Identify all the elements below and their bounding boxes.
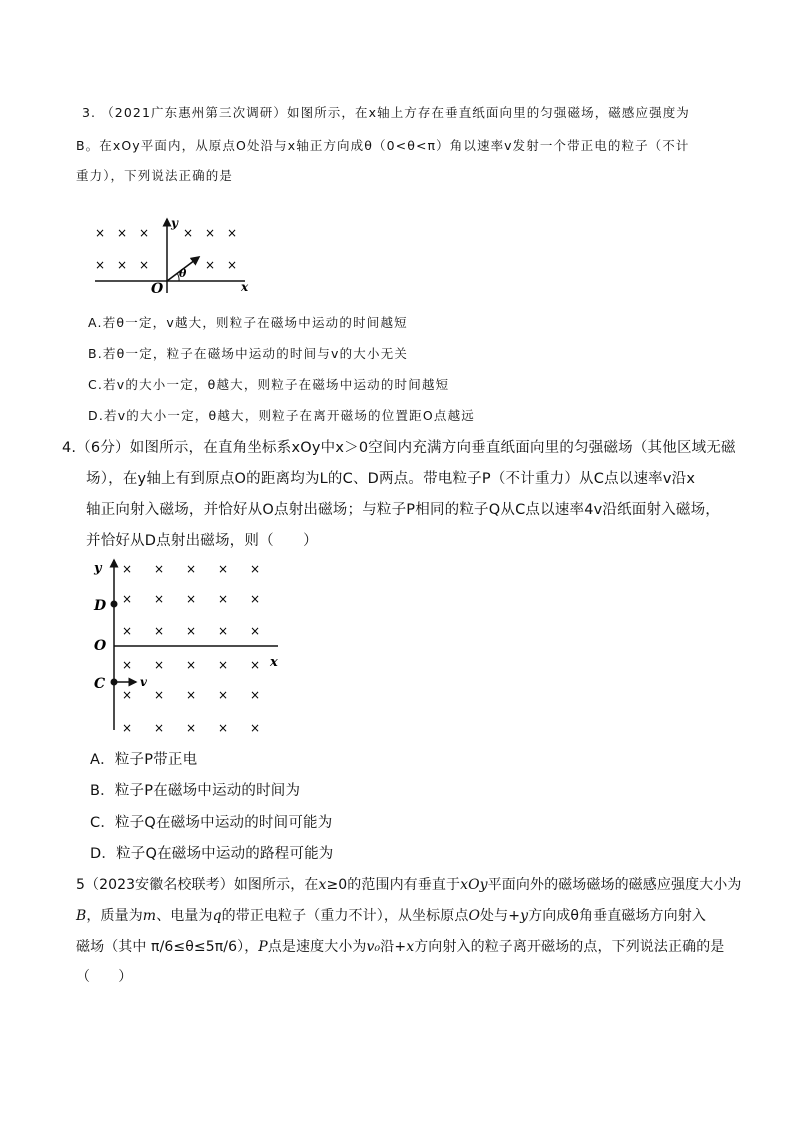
q5-text: 磁场（其中 π/6≤θ≤5π/6）， [76,939,259,955]
q3-line-1: 3. （2021广东惠州第三次调研）如图所示，在x轴上方存在垂直纸面向里的匀强磁场，磁感应强度为 [82,105,690,120]
q5-line-1 [76,874,741,894]
q4-x-label: x [270,655,278,670]
q5-var-q: q [212,908,222,924]
q4-origin-label: O [94,638,107,654]
q3-y-label: y [171,216,178,230]
q4-field-cross: × [154,624,165,638]
q5-text: ，质量为 [86,908,143,924]
q5-text: 的带正电粒子（重力不计），从坐标原点 [221,908,469,924]
q3-field-cross: × [183,226,194,240]
q4-field-cross: × [154,658,165,672]
q3-origin-label: O [151,281,164,297]
q5-line-2 [76,905,706,925]
q4-field-cross: × [122,688,133,702]
q5-var-v0: v₀ [366,939,381,955]
q4-y-label: y [94,561,102,576]
q4-option-d: D．粒子Q在磁场中运动的路程可能为 [90,846,334,862]
q4-figure [90,556,290,736]
q4-v-label: v [140,675,147,689]
q3-figure [95,215,255,295]
q5-text: 平面向外的磁场磁场的磁感应强度大小为 [487,877,742,893]
q4-field-cross: × [250,562,261,576]
q3-option-d: D.若v的大小一定，θ越大，则粒子在离开磁场的位置距O点越远 [88,408,475,423]
q4-field-cross: × [186,624,197,638]
q3-option-a: A.若θ一定，v越大，则粒子在磁场中运动的时间越短 [88,315,408,330]
q4-field-cross: × [250,688,261,702]
q4-option-b: B．粒子P在磁场中运动的时间为 [90,783,301,799]
q4-line-1: 4.（6分）如图所示，在直角坐标系xOy中x＞0空间内充满方向垂直纸面向里的匀强磁场（其他区域无磁 [62,440,736,456]
q3-field-cross: × [139,226,150,240]
q5-line-4: （ ） [76,969,133,985]
q4-field-cross: × [218,624,229,638]
q4-field-cross: × [122,721,133,735]
q4-field-cross: × [250,721,261,735]
q4-field-cross: × [154,562,165,576]
q5-text: 方向成θ角垂直磁场方向射入 [528,908,706,924]
q4-field-cross: × [154,688,165,702]
q5-text: 方向射入的粒子离开磁场的点，下列说法正确的是 [414,939,725,955]
q4-field-cross: × [154,592,165,606]
q5-var-m: m [142,908,157,924]
q4-field-cross: × [250,658,261,672]
q4-field-cross: × [186,721,197,735]
q4-field-cross: × [186,562,197,576]
q5-text: 、电量为 [156,908,213,924]
q3-field-cross: × [95,258,106,272]
q4-c-label: C [94,676,106,692]
q3-field-cross: × [227,258,238,272]
q5-text: 沿+ [380,939,407,955]
q3-option-b: B.若θ一定，粒子在磁场中运动的时间与v的大小无关 [88,346,409,361]
q5-text: 处与+ [480,908,521,924]
q4-line-4: 并恰好从D点射出磁场，则（ ） [86,533,318,549]
q4-field-cross: × [218,688,229,702]
q5-text: 5（2023安徽名校联考）如图所示，在 [76,877,319,893]
q3-field-cross: × [139,258,150,272]
q5-text: ≥0的范围内有垂直于 [326,877,461,893]
q4-field-cross: × [250,624,261,638]
q4-field-cross: × [186,592,197,606]
q4-field-cross: × [122,624,133,638]
q3-field-cross: × [227,226,238,240]
q3-line-3: 重力），下列说法正确的是 [76,168,233,183]
q3-theta-label: θ [179,267,187,280]
q4-field-cross: × [186,688,197,702]
q4-field-cross: × [122,658,133,672]
q4-field-cross: × [218,562,229,576]
q5-text: 点是速度大小为 [267,939,367,955]
q4-field-cross: × [250,592,261,606]
q4-d-label: D [94,598,107,614]
q5-var-xoy: xOy [460,877,488,893]
q4-field-cross: × [122,592,133,606]
q4-line-3: 轴正向射入磁场，并恰好从O点射出磁场；与粒子P相同的粒子Q从C点以速率4v沿纸面射入磁场， [86,502,720,518]
q3-field-cross: × [205,226,216,240]
q3-x-label: x [241,280,249,294]
q4-field-cross: × [122,562,133,576]
q4-option-a: A．粒子P带正电 [90,752,198,768]
q3-line-2: B。在xOy平面内，从原点O处沿与x轴正方向成θ（0<θ<π）角以速率v发射一个带正电的粒子（不计 [76,138,690,153]
q3-option-c: C.若v的大小一定，θ越大，则粒子在磁场中运动的时间越短 [88,377,450,392]
q5-line-3 [76,936,724,956]
q3-field-cross: × [117,258,128,272]
q4-line-2: 场），在y轴上有到原点O的距离均为L的C、D两点。带电粒子P（不计重力）从C点以速率v沿x [86,471,696,487]
q5-var-b: B [76,908,87,924]
q5-var-x: x [318,877,327,893]
q4-field-cross: × [218,592,229,606]
q4-option-c: C．粒子Q在磁场中运动的时间可能为 [90,815,333,831]
q4-field-cross: × [186,658,197,672]
q3-field-cross: × [205,258,216,272]
q4-field-cross: × [218,658,229,672]
q3-field-cross: × [117,226,128,240]
q4-field-cross: × [218,721,229,735]
q3-field-cross: × [95,226,106,240]
q4-field-cross: × [154,721,165,735]
q5-var-x: x [406,939,415,955]
q5-var-y: y [520,908,529,924]
q5-var-o: O [468,908,481,924]
q5-var-p: P [258,939,268,955]
q4-point-d [111,601,118,608]
